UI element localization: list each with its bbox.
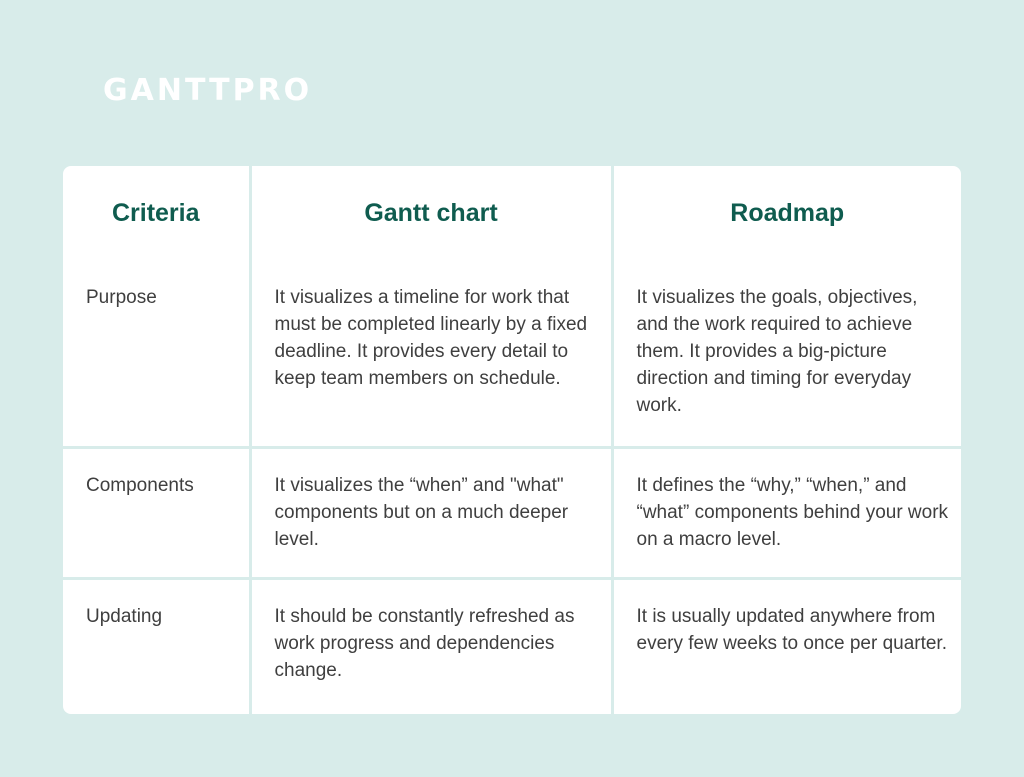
comparison-table: [63, 166, 961, 714]
gantt-cell: It visualizes a timeline for work that must be completed linearly by a fixed deadline. It provides every detail to keep team members on schedule.: [250, 261, 612, 447]
roadmap-cell: It is usually updated anywhere from every few weeks to once per quarter.: [636, 605, 947, 654]
criteria-cell: Components: [63, 447, 250, 578]
header-roadmap: Roadmap: [730, 199, 845, 227]
criteria-cell: Purpose: [63, 261, 250, 447]
header-gantt-chart: Gantt chart: [250, 166, 612, 261]
ganttpro-logo: GANTTPRO: [103, 73, 313, 108]
gantt-cell: It visualizes the “when” and "what" components but on a much deeper level.: [250, 447, 612, 578]
roadmap-cell: It defines the “why,” “when,” and “what” components behind your work on a macro level.: [612, 447, 961, 578]
roadmap-cell: It visualizes the goals, objectives, and the work required to achieve them. It provides a big-picture direction and timing for everyday work.: [612, 261, 961, 447]
header-criteria: Criteria: [63, 166, 250, 261]
table-row-components: [63, 447, 961, 578]
table-row-purpose: [63, 261, 961, 447]
gantt-cell: It should be constantly refreshed as work progress and dependencies change.: [250, 578, 612, 714]
comparison-table-card: [63, 166, 961, 714]
table-row-updating: [63, 578, 961, 714]
criteria-cell: Updating: [63, 578, 250, 714]
table-header-row: [63, 166, 961, 261]
